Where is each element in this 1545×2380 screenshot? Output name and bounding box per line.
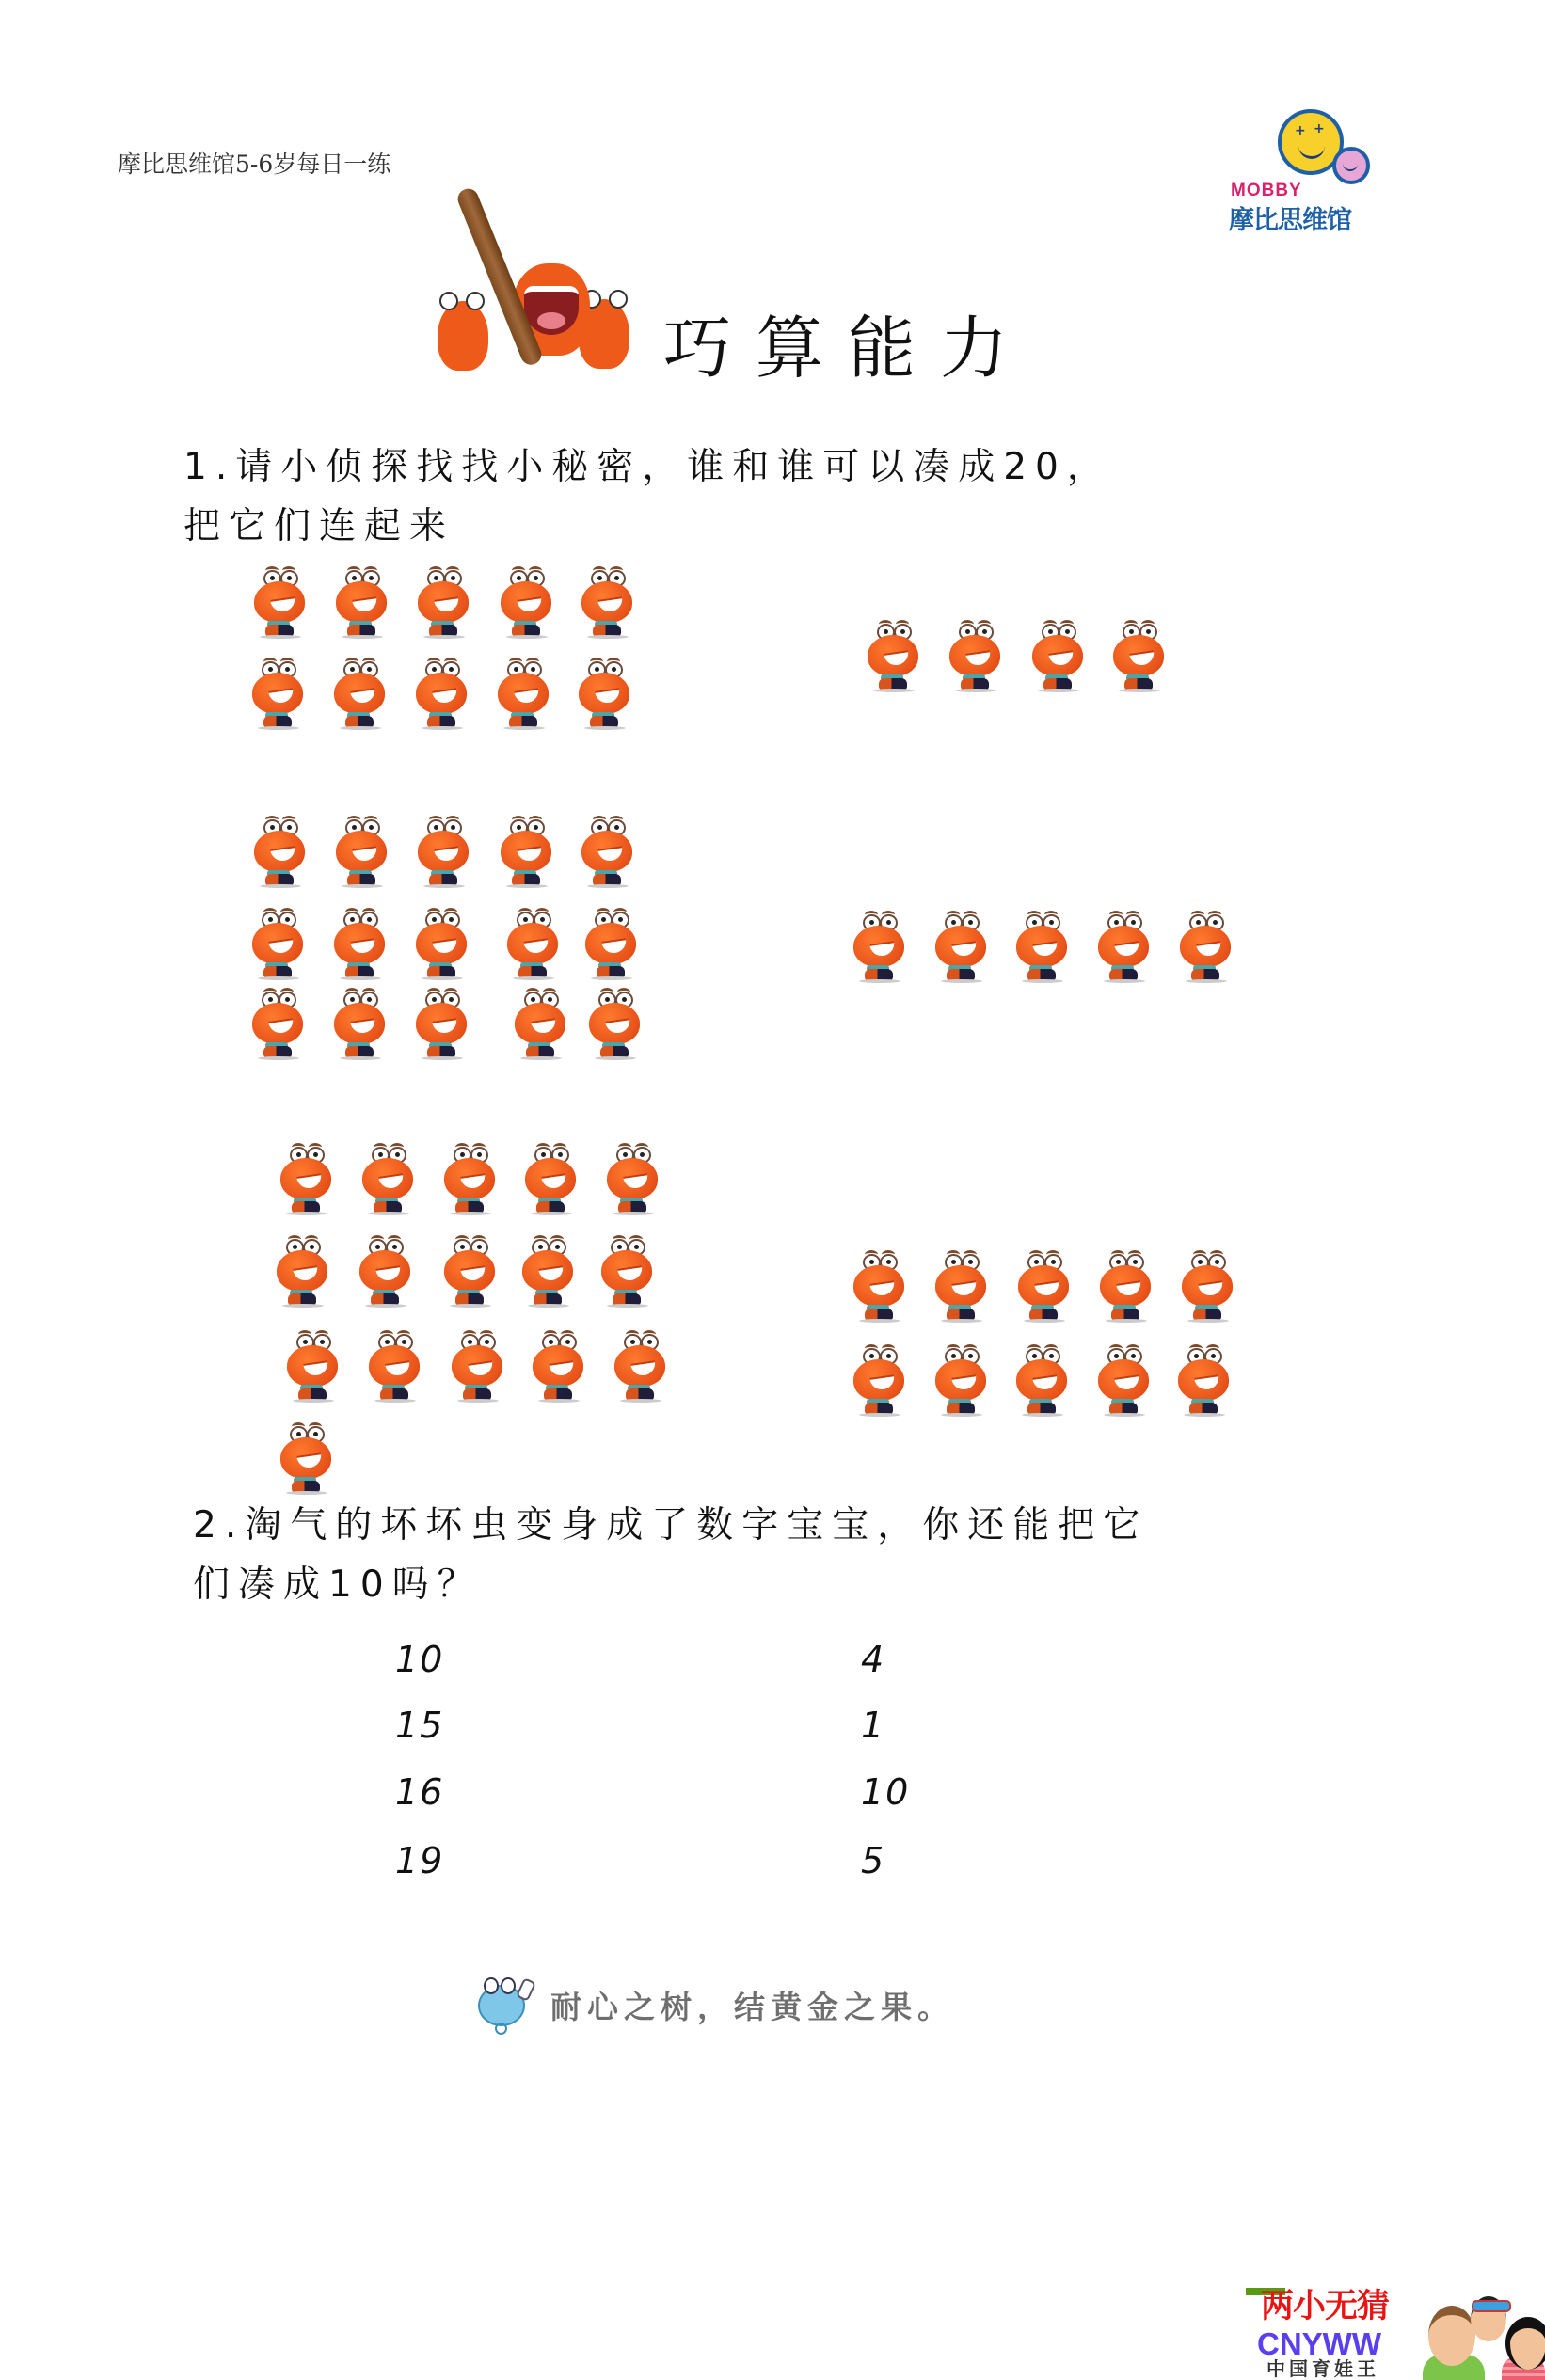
watermark-line-2: CNYWW [1257,2326,1381,2361]
bug-icon [948,618,1002,693]
bug-icon [279,1141,333,1216]
bug-icon [933,1342,988,1418]
bug-icon [520,1233,575,1309]
number-item[interactable]: 19 [395,1840,445,1881]
number-item[interactable]: 10 [395,1639,445,1680]
dad-head-icon [1428,2306,1475,2366]
bug-icon [933,909,988,984]
bug-icon [852,1248,906,1324]
bug-icon [1014,1342,1069,1418]
smiley-face-icon: + + [1278,109,1344,175]
bug-icon [523,1141,578,1216]
number-item[interactable]: 4 [861,1639,886,1680]
bug-icon [334,814,389,889]
logo-brand-en: MOBBY [1231,181,1302,200]
bug-icon [250,986,305,1061]
bug-icon [1016,1248,1071,1324]
bug-icon [252,564,307,640]
bug-icon [933,1248,988,1324]
bug-icon [599,1233,654,1309]
bug-icon [1014,909,1069,984]
bug-icon [513,986,567,1061]
small-monster-icon [438,301,488,371]
bug-icon [1096,909,1151,984]
question-1-line-2: 把它们连起来 [183,505,455,547]
question-2-line-1: 2.淘气的坏坏虫变身成了数字宝宝，你还能把它 [193,1504,1149,1547]
bug-icon [866,618,920,693]
number-item[interactable]: 1 [861,1705,886,1746]
bug-icon [358,1233,412,1309]
bug-icon [367,1328,422,1404]
bug-icon [605,1141,660,1216]
page-title: 巧算能力 [663,309,1033,388]
number-item[interactable]: 16 [395,1771,445,1813]
mobby-logo [1223,102,1393,233]
small-smiley-face-icon [1332,147,1370,184]
title-mascot-illustration [433,188,640,376]
bug-icon [1178,909,1233,984]
bug-icon [852,1342,906,1418]
bug-icon [587,986,642,1061]
bug-icon [442,1141,497,1216]
bug-icon [499,814,553,889]
bug-icon [1030,618,1085,693]
bug-icon [279,1420,333,1496]
bug-icon [332,906,387,981]
worksheet-series-title: 摩比思维馆5-6岁每日一练 [118,151,391,178]
bug-icon [580,564,634,640]
watermark-line-1: 两小无猜 [1261,2288,1390,2325]
bug-icon [442,1233,497,1309]
bug-icon [852,909,906,984]
bug-icon [275,1233,329,1309]
bug-icon [252,814,307,889]
bug-icon [613,1328,667,1404]
question-2-line-2: 们凑成10吗？ [193,1563,483,1606]
bug-icon [360,1141,415,1216]
bug-icon [414,656,469,731]
number-item[interactable]: 15 [395,1705,445,1746]
bug-icon [250,906,305,981]
watermark-line-3: 中国育娃王 [1266,2357,1379,2380]
bug-icon [496,656,550,731]
bug-icon [1111,618,1166,693]
number-item[interactable]: 10 [861,1771,911,1813]
bug-icon [531,1328,585,1404]
bug-icon [332,986,387,1061]
logo-brand-cn: 摩比思维馆 [1229,206,1351,235]
bug-icon [334,564,389,640]
bug-icon [250,656,305,731]
bug-icon [414,986,469,1061]
bug-icon [450,1328,504,1404]
motto-text: 耐心之树，结黄金之果。 [550,1989,954,2025]
bug-icon [499,564,553,640]
bug-icon [285,1328,340,1404]
question-2-prompt [193,1496,1322,1614]
bug-icon [1098,1248,1153,1324]
goggles-icon [1472,2300,1511,2312]
bug-icon [583,906,638,981]
blue-mascot-icon [470,1972,531,2034]
bug-icon [580,814,634,889]
bug-icon [416,814,470,889]
bug-icon [332,656,387,731]
bug-icon [505,906,560,981]
bug-icon [1180,1248,1234,1324]
bug-icon [1176,1342,1231,1418]
bug-icon [577,656,631,731]
question-1-line-1: 1.请小侦探找找小秘密，谁和谁可以凑成20， [183,446,1112,488]
question-1-prompt [183,437,1266,556]
number-item[interactable]: 5 [861,1840,886,1881]
bug-icon [1096,1342,1151,1418]
bug-icon [416,564,470,640]
mom-head-icon [1505,2317,1545,2370]
bug-icon [414,906,469,981]
cnyww-watermark [1223,2262,1545,2380]
